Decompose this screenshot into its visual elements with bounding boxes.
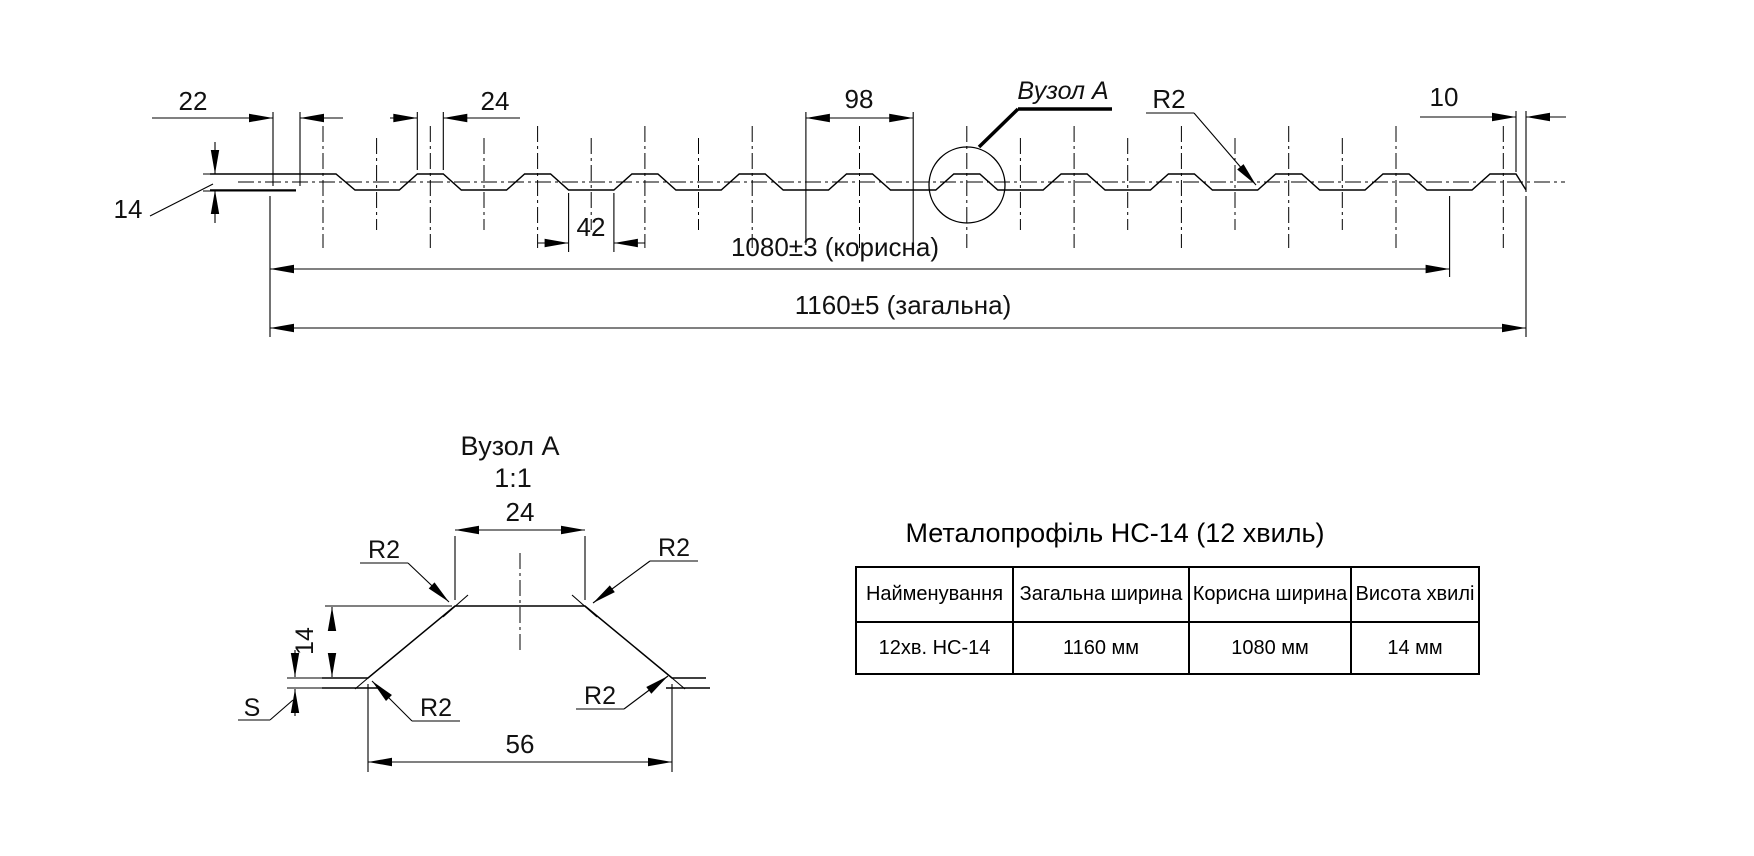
dim-label-r2-main: R2 [1152, 84, 1186, 114]
spec-table [855, 566, 1480, 675]
detail-dim-24: 24 [505, 497, 535, 527]
detail-dim-56: 56 [505, 729, 535, 759]
dim-label-overall-width: 1160±5 (загальна) [794, 290, 1012, 320]
dim-label-22: 22 [178, 86, 208, 116]
node-a-label: Вузол А [1017, 77, 1109, 105]
spec-table-title: Металопрофіль НС-14 (12 хвиль) [905, 518, 1325, 548]
detail-dim-r2-bl: R2 [420, 694, 452, 722]
spec-header-useful-width: Корисна ширина [1189, 567, 1351, 622]
spec-cell-name: 12хв. НС-14 [856, 622, 1013, 674]
detail-title: Вузол А [460, 431, 560, 461]
spec-header-overall-width: Загальна ширина [1013, 567, 1189, 622]
dim-label-14: 14 [113, 194, 143, 224]
detail-outline [322, 606, 710, 688]
spec-cell-useful-width: 1080 мм [1189, 622, 1351, 674]
detail-dim-r2-tr: R2 [658, 534, 690, 562]
spec-header-row [856, 567, 1479, 622]
dim-label-24: 24 [480, 86, 510, 116]
dim-label-42: 42 [576, 212, 606, 242]
detail-dim-r2-br: R2 [584, 682, 616, 710]
detail-profile-path [322, 606, 706, 678]
spec-header-wave-height: Висота хвилі [1351, 567, 1479, 622]
dim-label-useful-width: 1080±3 (корисна) [730, 232, 940, 262]
detail-dim-r2-tl: R2 [368, 536, 400, 564]
node-a-leader [979, 109, 1018, 147]
spec-cell-wave-height: 14 мм [1351, 622, 1479, 674]
detail-dim-14: 14 [291, 627, 319, 655]
detail-scale: 1:1 [494, 463, 532, 493]
dim-label-98: 98 [844, 84, 874, 114]
spec-header-name: Найменування [856, 567, 1013, 622]
dim-label-10: 10 [1429, 82, 1459, 112]
detail-dim-s: S [243, 694, 261, 722]
spec-cell-overall-width: 1160 мм [1013, 622, 1189, 674]
spec-data-row [856, 622, 1479, 674]
